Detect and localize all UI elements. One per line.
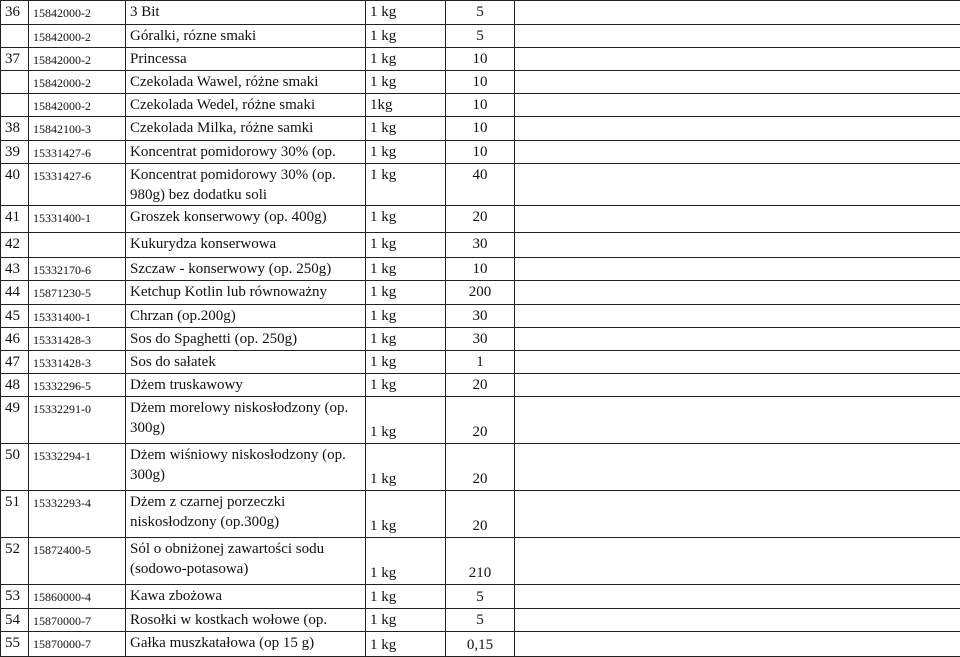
blank-cell xyxy=(515,632,960,657)
row-number-cell: 49 xyxy=(1,397,29,444)
quantity-cell: 20 xyxy=(446,491,515,538)
product-name-line: Rosołki w kostkach wołowe (op. xyxy=(130,610,361,630)
quantity-cell: 10 xyxy=(446,71,515,94)
product-name-cell xyxy=(126,305,366,328)
table-row xyxy=(1,351,960,374)
row-number-cell: 36 xyxy=(1,1,29,25)
quantity-cell: 5 xyxy=(446,25,515,48)
table-row xyxy=(1,328,960,351)
blank-cell xyxy=(515,328,960,351)
quantity-cell: 10 xyxy=(446,48,515,71)
blank-cell xyxy=(515,444,960,491)
unit-cell: 1 kg xyxy=(366,609,446,632)
product-name-cell xyxy=(126,164,366,206)
product-table-body xyxy=(1,1,960,657)
row-number-cell: 40 xyxy=(1,164,29,206)
blank-cell xyxy=(515,141,960,164)
product-name-cell xyxy=(126,632,366,657)
product-name-cell xyxy=(126,538,366,585)
row-number-cell: 45 xyxy=(1,305,29,328)
unit-cell: 1 kg xyxy=(366,281,446,305)
unit-cell: 1 kg xyxy=(366,328,446,351)
cpv-code-cell: 15332170-6 xyxy=(29,258,126,281)
quantity-cell: 20 xyxy=(446,374,515,397)
table-row xyxy=(1,233,960,258)
product-name-line: Czekolada Wedel, różne smaki xyxy=(130,95,361,115)
quantity-cell: 20 xyxy=(446,206,515,233)
quantity-cell: 10 xyxy=(446,117,515,141)
product-name-line: Kawa zbożowa xyxy=(130,586,361,606)
product-name-line: Princessa xyxy=(130,49,361,69)
cpv-code-cell: 15842000-2 xyxy=(29,1,126,25)
unit-cell: 1 kg xyxy=(366,25,446,48)
cpv-code-cell: 15842000-2 xyxy=(29,94,126,117)
product-name-line: Czekolada Wawel, różne smaki xyxy=(130,72,361,92)
product-name-line: Chrzan (op.200g) xyxy=(130,306,361,326)
product-name-cell xyxy=(126,328,366,351)
row-number-cell: 53 xyxy=(1,585,29,609)
table-row xyxy=(1,258,960,281)
cpv-code-cell: 15331428-3 xyxy=(29,351,126,374)
product-name-line: 300g) xyxy=(130,418,361,438)
product-name-line: Sos do Spaghetti (op. 250g) xyxy=(130,329,361,349)
product-name-cell xyxy=(126,94,366,117)
table-row xyxy=(1,71,960,94)
product-name-cell xyxy=(126,258,366,281)
cpv-code-cell: 15331400-1 xyxy=(29,305,126,328)
unit-cell: 1 kg xyxy=(366,374,446,397)
unit-cell: 1 kg xyxy=(366,305,446,328)
product-name-line: Dżem morelowy niskosłodzony (op. xyxy=(130,398,361,418)
cpv-code-cell: 15331427-6 xyxy=(29,164,126,206)
row-number-cell: 48 xyxy=(1,374,29,397)
product-name-line: Dżem wiśniowy niskosłodzony (op. xyxy=(130,445,361,465)
unit-cell: 1 kg xyxy=(366,164,446,206)
blank-cell xyxy=(515,491,960,538)
blank-cell xyxy=(515,305,960,328)
blank-cell xyxy=(515,25,960,48)
table-row xyxy=(1,1,960,25)
row-number-cell xyxy=(1,71,29,94)
product-name-line: Groszek konserwowy (op. 400g) xyxy=(130,207,361,227)
product-name-line: Dżem z czarnej porzeczki xyxy=(130,492,361,512)
table-row xyxy=(1,632,960,657)
unit-cell: 1 kg xyxy=(366,206,446,233)
product-name-cell xyxy=(126,491,366,538)
product-name-cell xyxy=(126,374,366,397)
product-name-line: Sos do sałatek xyxy=(130,352,361,372)
unit-cell: 1 kg xyxy=(366,491,446,538)
cpv-code-cell: 15842000-2 xyxy=(29,71,126,94)
row-number-cell: 43 xyxy=(1,258,29,281)
table-row xyxy=(1,374,960,397)
product-name-cell xyxy=(126,444,366,491)
product-name-cell xyxy=(126,351,366,374)
blank-cell xyxy=(515,538,960,585)
cpv-code-cell: 15860000-4 xyxy=(29,585,126,609)
table-row xyxy=(1,397,960,444)
row-number-cell: 37 xyxy=(1,48,29,71)
quantity-cell: 10 xyxy=(446,94,515,117)
quantity-cell: 10 xyxy=(446,258,515,281)
cpv-code-cell: 15842000-2 xyxy=(29,25,126,48)
row-number-cell: 46 xyxy=(1,328,29,351)
cpv-code-cell: 15332291-0 xyxy=(29,397,126,444)
row-number-cell: 47 xyxy=(1,351,29,374)
unit-cell: 1kg xyxy=(366,94,446,117)
table-row xyxy=(1,305,960,328)
unit-cell: 1 kg xyxy=(366,632,446,657)
product-name-line: Koncentrat pomidorowy 30% (op. xyxy=(130,142,361,162)
blank-cell xyxy=(515,281,960,305)
row-number-cell: 44 xyxy=(1,281,29,305)
row-number-cell: 51 xyxy=(1,491,29,538)
blank-cell xyxy=(515,397,960,444)
blank-cell xyxy=(515,351,960,374)
table-row xyxy=(1,538,960,585)
unit-cell: 1 kg xyxy=(366,258,446,281)
quantity-cell: 5 xyxy=(446,585,515,609)
unit-cell: 1 kg xyxy=(366,71,446,94)
cpv-code-cell xyxy=(29,233,126,258)
quantity-cell: 210 xyxy=(446,538,515,585)
blank-cell xyxy=(515,48,960,71)
table-row xyxy=(1,444,960,491)
row-number-cell: 54 xyxy=(1,609,29,632)
product-name-line: Gałka muszkatałowa (op 15 g) xyxy=(130,633,361,653)
quantity-cell: 40 xyxy=(446,164,515,206)
product-name-cell xyxy=(126,397,366,444)
product-name-line: 980g) bez dodatku soli xyxy=(130,185,361,205)
table-row xyxy=(1,164,960,206)
blank-cell xyxy=(515,206,960,233)
unit-cell: 1 kg xyxy=(366,538,446,585)
table-row xyxy=(1,25,960,48)
unit-cell: 1 kg xyxy=(366,141,446,164)
product-name-line: Góralki, rózne smaki xyxy=(130,26,361,46)
quantity-cell: 30 xyxy=(446,233,515,258)
product-name-cell xyxy=(126,141,366,164)
quantity-cell: 20 xyxy=(446,397,515,444)
unit-cell: 1 kg xyxy=(366,48,446,71)
product-name-line: 3 Bit xyxy=(130,2,361,22)
cpv-code-cell: 15332294-1 xyxy=(29,444,126,491)
product-name-line: Szczaw - konserwowy (op. 250g) xyxy=(130,259,361,279)
product-name-cell xyxy=(126,117,366,141)
unit-cell: 1 kg xyxy=(366,444,446,491)
product-name-cell xyxy=(126,48,366,71)
product-name-cell xyxy=(126,281,366,305)
quantity-cell: 5 xyxy=(446,609,515,632)
quantity-cell: 200 xyxy=(446,281,515,305)
unit-cell: 1 kg xyxy=(366,351,446,374)
product-name-line: niskosłodzony (op.300g) xyxy=(130,512,361,532)
quantity-cell: 20 xyxy=(446,444,515,491)
quantity-cell: 30 xyxy=(446,305,515,328)
product-name-cell xyxy=(126,585,366,609)
cpv-code-cell: 15870000-7 xyxy=(29,609,126,632)
cpv-code-cell: 15842000-2 xyxy=(29,48,126,71)
table-row xyxy=(1,585,960,609)
table-row xyxy=(1,206,960,233)
quantity-cell: 30 xyxy=(446,328,515,351)
row-number-cell: 42 xyxy=(1,233,29,258)
product-name-line: Ketchup Kotlin lub równoważny xyxy=(130,282,361,302)
quantity-cell: 1 xyxy=(446,351,515,374)
row-number-cell: 52 xyxy=(1,538,29,585)
cpv-code-cell: 15331400-1 xyxy=(29,206,126,233)
blank-cell xyxy=(515,609,960,632)
blank-cell xyxy=(515,117,960,141)
blank-cell xyxy=(515,164,960,206)
cpv-code-cell: 15331428-3 xyxy=(29,328,126,351)
cpv-code-cell: 15872400-5 xyxy=(29,538,126,585)
table-row xyxy=(1,48,960,71)
row-number-cell: 50 xyxy=(1,444,29,491)
row-number-cell: 55 xyxy=(1,632,29,657)
product-name-line: Czekolada Milka, różne samki xyxy=(130,118,361,138)
row-number-cell xyxy=(1,94,29,117)
product-name-cell xyxy=(126,609,366,632)
blank-cell xyxy=(515,1,960,25)
quantity-cell: 0,15 xyxy=(446,632,515,657)
table-row xyxy=(1,491,960,538)
product-name-line: Dżem truskawowy xyxy=(130,375,361,395)
table-row xyxy=(1,281,960,305)
product-name-line: 300g) xyxy=(130,465,361,485)
product-name-cell xyxy=(126,71,366,94)
blank-cell xyxy=(515,585,960,609)
product-name-cell xyxy=(126,233,366,258)
product-name-line: (sodowo-potasowa) xyxy=(130,559,361,579)
cpv-code-cell: 15332293-4 xyxy=(29,491,126,538)
blank-cell xyxy=(515,374,960,397)
row-number-cell: 39 xyxy=(1,141,29,164)
unit-cell: 1 kg xyxy=(366,585,446,609)
blank-cell xyxy=(515,71,960,94)
unit-cell: 1 kg xyxy=(366,1,446,25)
table-row xyxy=(1,609,960,632)
blank-cell xyxy=(515,258,960,281)
row-number-cell: 38 xyxy=(1,117,29,141)
unit-cell: 1 kg xyxy=(366,117,446,141)
product-name-cell xyxy=(126,25,366,48)
product-name-line: Kukurydza konserwowa xyxy=(130,234,361,254)
unit-cell: 1 kg xyxy=(366,397,446,444)
cpv-code-cell: 15331427-6 xyxy=(29,141,126,164)
product-name-line: Koncentrat pomidorowy 30% (op. xyxy=(130,165,361,185)
quantity-cell: 10 xyxy=(446,141,515,164)
table-row xyxy=(1,117,960,141)
cpv-code-cell: 15871230-5 xyxy=(29,281,126,305)
table-row xyxy=(1,141,960,164)
cpv-code-cell: 15870000-7 xyxy=(29,632,126,657)
product-name-line: Sól o obniżonej zawartości sodu xyxy=(130,539,361,559)
row-number-cell xyxy=(1,25,29,48)
cpv-code-cell: 15842100-3 xyxy=(29,117,126,141)
quantity-cell: 5 xyxy=(446,1,515,25)
row-number-cell: 41 xyxy=(1,206,29,233)
unit-cell: 1 kg xyxy=(366,233,446,258)
blank-cell xyxy=(515,94,960,117)
blank-cell xyxy=(515,233,960,258)
product-name-cell xyxy=(126,206,366,233)
product-name-cell xyxy=(126,1,366,25)
cpv-code-cell: 15332296-5 xyxy=(29,374,126,397)
table-row xyxy=(1,94,960,117)
